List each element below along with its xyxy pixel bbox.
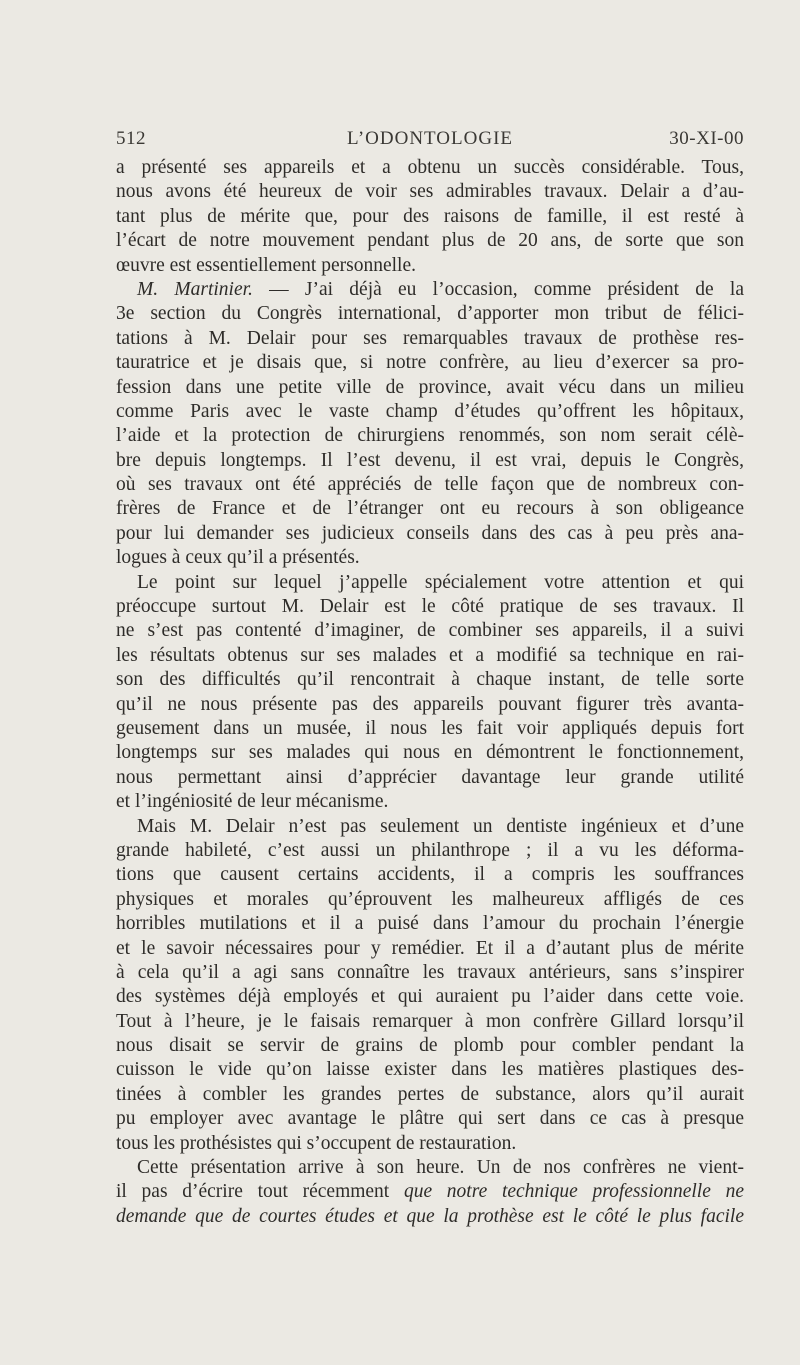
text-line <box>116 1180 744 1204</box>
text-line: physiques et morales qu’éprouvent les malheureux affligés de ces <box>116 888 744 910</box>
text-line <box>116 278 744 302</box>
text-line: pour lui demander ses judicieux conseils dans des cas à peu près ana- <box>116 522 744 544</box>
text-line: tions que causent certains accidents, il a compris les souffrances <box>116 864 744 886</box>
text-line: frères de France et de l’étranger ont eu recours à son obligeance <box>116 498 744 520</box>
text-line: l’écart de notre mouvement pendant plus de 20 ans, de sorte que son <box>116 230 744 252</box>
quoted-text: que notre technique professionnelle ne <box>403 1181 744 1203</box>
text-line: pu employer avec avantage le plâtre qui sert dans ce cas à presque <box>116 1108 744 1130</box>
text-line: tinées à combler les grandes pertes de substance, alors qu’il aurait <box>116 1083 744 1105</box>
body-text <box>116 156 744 1229</box>
text-line: fession dans une petite ville de province, avait vécu dans un milieu <box>116 376 744 398</box>
line-text: — J’ai déjà eu l’occasion, comme président de la <box>252 278 744 300</box>
text-line: des systèmes déjà employés et qui auraient pu l’aider dans cette voie. <box>116 986 744 1008</box>
text-line: où ses travaux ont été appréciés de telle façon que de nombreux con- <box>116 474 744 496</box>
text-line: cuisson le vide qu’on laisse exister dans les matières plastiques des- <box>116 1059 744 1081</box>
text-line: tous les prothésistes qui s’occupent de restauration. <box>116 1132 517 1154</box>
text-line: Le point sur lequel j’appelle spécialement votre attention et qui <box>137 571 744 593</box>
text-line: son des difficultés qu’il rencontrait à chaque instant, de telle sorte <box>116 669 744 691</box>
text-line: a présenté ses appareils et a obtenu un succès considérable. Tous, <box>116 157 744 178</box>
text-line: les résultats obtenus sur ses malades et a modifié sa technique en rai- <box>116 644 744 666</box>
issue-date: 30-XI-00 <box>669 128 744 149</box>
text-line: tations à M. Delair pour ses remarquables travaux de prothèse res- <box>116 327 744 349</box>
text-line: geusement dans un musée, il nous les fait voir appliqués depuis fort <box>116 717 744 739</box>
text-line: nous disait se servir de grains de plomb pour combler pendant la <box>116 1035 744 1057</box>
text-line: nous permettant ainsi d’apprécier davantage leur grande utilité <box>116 766 744 788</box>
text-line: ne s’est pas contenté d’imaginer, de combiner ses appareils, il a suivi <box>116 620 744 642</box>
text-line: préoccupe surtout M. Delair est le côté pratique de ses travaux. Il <box>116 596 744 618</box>
text-line: grande habileté, c’est aussi un philanthrope ; il a vu les déforma- <box>116 839 744 861</box>
running-head <box>116 128 744 152</box>
text-line: œuvre est essentiellement personnelle. <box>116 254 416 276</box>
text-line: Mais M. Delair n’est pas seulement un dentiste ingénieux et d’une <box>137 815 744 837</box>
page-number: 512 <box>116 128 146 149</box>
text-line: tant plus de mérite que, pour des raisons de famille, il est resté à <box>116 205 744 227</box>
text-line: tauratrice et je disais que, si notre confrère, au lieu d’exercer sa pro- <box>116 352 744 374</box>
text-line <box>116 1205 744 1229</box>
text-line: Tout à l’heure, je le faisais remarquer à mon confrère Gillard lorsqu’il <box>116 1010 744 1032</box>
speaker-name: M. Martinier. <box>137 278 253 300</box>
text-line: Cette présentation arrive à son heure. Un de nos confrères ne vient- <box>137 1157 744 1179</box>
text-line: qu’il ne nous présente pas des appareils pouvant figurer très avanta- <box>116 693 744 715</box>
text-line: logues à ceux qu’il a présentés. <box>116 547 360 569</box>
text-line: horribles mutilations et il a puisé dans l’amour du prochain l’énergie <box>116 913 744 935</box>
text-line: et le savoir nécessaires pour y remédier. Et il a d’autant plus de mérite <box>116 937 744 959</box>
text-line: comme Paris avec le vaste champ d’études qu’offrent les hôpitaux, <box>116 400 744 422</box>
text-line: longtemps sur ses malades qui nous en démontrent le fonctionnement, <box>116 742 744 764</box>
journal-title: L’ODONTOLOGIE <box>346 128 514 149</box>
text-line: bre depuis longtemps. Il l’est devenu, il est vrai, depuis le Congrès, <box>116 449 744 471</box>
quoted-text: demande que de courtes études et que la prothèse est le côté le plus facile <box>116 1205 744 1227</box>
line-text: il pas d’écrire tout récemment <box>116 1181 404 1203</box>
text-line: et l’ingéniosité de leur mécanisme. <box>116 791 389 813</box>
text-line: 3e section du Congrès international, d’apporter mon tribut de félici- <box>116 303 744 325</box>
text-line: à cela qu’il a agi sans connaître les travaux antérieurs, sans s’inspirer <box>116 961 744 983</box>
text-line: l’aide et la protection de chirurgiens renommés, son nom serait célè- <box>116 425 744 447</box>
text-line: nous avons été heureux de voir ses admirables travaux. Delair a d’au- <box>116 181 744 203</box>
